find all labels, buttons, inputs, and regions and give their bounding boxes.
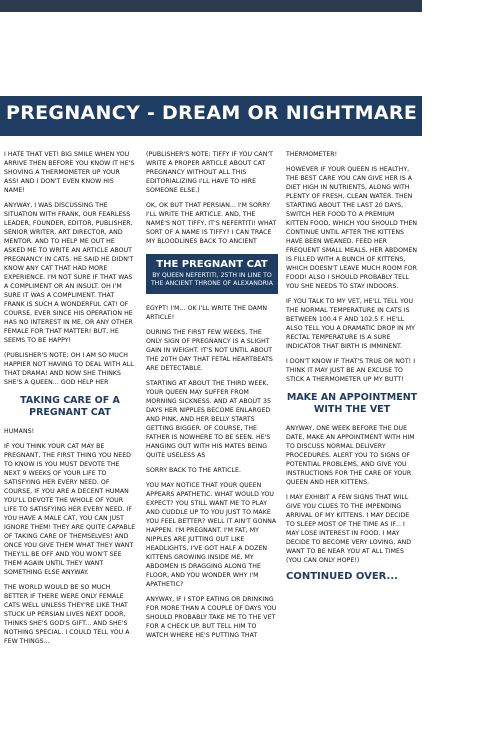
article-byline: BY QUEEN NEFERTITI, 25TH IN LINE TO THE ANCIENT THRONE OF ALEXANDRIA xyxy=(151,272,273,287)
column-2 xyxy=(146,150,278,646)
continued-link[interactable]: CONTINUED OVER... xyxy=(286,571,398,582)
paragraph: THERMOMETER! xyxy=(286,151,338,158)
paragraph: OK, OK BUT THAT PERSIAN... I'M SORRY I'LL WRITE THE ARTICLE. AND, THE NAME'S NOT TIFFY, IT'S NEFERTITI! WHAT SORT OF A NAME IS TIFFY? I CAN TRACE MY BLOODLINES BACK TO ANCIENT xyxy=(146,202,277,245)
top-bar xyxy=(0,0,422,12)
section-heading: TAKING CARE OF A PREGNANT CAT xyxy=(20,395,120,418)
page-title: PREGNANCY - DREAM OR NIGHTMARE CONT. xyxy=(6,102,489,124)
paragraph: ANYWAY, I WAS DISCUSSING THE SITUATION WITH FRANK, OUR FEARLESS LEADER, FOUNDER, EDITOR, PUBLISHER, SENIOR WRITER, ART DIRECTOR, AND MENTOR. AND TO HELP ME OUT HE ASKED ME TO WRITE AN ARTICLE ABOUT PREGNANCY IN CATS. HE SAID HE DIDN'T KNOW ANY CAT THAT HAD MORE EXPERIENCE. I'M NOT SURE IF THAT WAS A COMPLIMENT OR AN INSULT. OH I'M SURE IT WAS A COMPLIMENT. THAT FRANK IS SUCH A WONDERFUL CAT! OF COURSE, EVER SINCE HIS OPERATION HE HAS NO INTEREST IN ME, OR ANY OTHER FEMALE FOR THAT MATTER! BUT, HE SEEMS TO BE HAPPY! xyxy=(4,202,134,344)
paragraph: IF YOU TALK TO MY VET, HE'LL TELL YOU THE NORMAL TEMPERATURE IN CATS IS BETWEEN 100.4 F AND 102.5 F. HE'LL ALSO TELL YOU A DRAMATIC DROP IN MY RECTAL TEMPERATURE IS A SURE INDICATOR THAT BIRTH IS IMMINENT. xyxy=(286,298,415,350)
paragraph: STARTING AT ABOUT THE THIRD WEEK, YOUR QUEEN MAY SUFFER FROM MORNING SICKNESS. AND AT ABOUT 35 DAYS HER NIPPLES BECOME ENLARGED AND PINK, AND HER BELLY STARTS GETTING BIGGER. OF COURSE, THE FATHER IS NOWHERE TO BE SEEN. HE'S HANGING OUT WITH HIS MATES BEING QUITE USELESS AS xyxy=(146,380,271,459)
paragraph: IF YOU THINK YOUR CAT MAY BE PREGNANT, THE FIRST THING YOU NEED TO KNOW IS YOU MUST DEVOTE THE NEXT 9 WEEKS OF YOUR LIFE TO SATISFYING HER EVERY NEED. OF COURSE, IF YOU ARE A DECENT HUMAN YOU'LL DEVOTE THE WHOLE OF YOUR LIFE TO SATISFYING HER EVERY NEED. IF YOU HAVE A MALE CAT, YOU CAN JUST IGNORE THEM! THEY ARE QUITE CAPABLE OF TAKING CARE OF THEMSELVES! AND ONCE YOU GIVE THEM WHAT THEY WANT THEY'LL BE OFF AND YOU WON'T SEE THEM AGAIN UNTIL THEY WANT SOMETHING ELSE ANYWAY. xyxy=(4,443,136,576)
section-heading: MAKE AN APPOINTMENT WITH THE VET xyxy=(286,392,418,415)
paragraph: SORRY BACK TO THE ARTICLE. xyxy=(146,467,242,474)
paragraph: ANYWAY, IF I STOP EATING OR DRINKING FOR MORE THAN A COUPLE OF DAYS YOU SHOULD PROBABLY TAKE ME TO THE VET FOR A CHECK UP. BUT TELL HIM TO WATCH WHERE HE'S PUTTING THAT xyxy=(146,596,277,639)
article-title-box xyxy=(146,254,278,294)
paragraph: YOU MAY NOTICE THAT YOUR QUEEN APPEARS APATHETIC. WHAT WOULD YOU EXPECT? YOU STILL WANT ME TO PLAY AND CUDDLE UP TO YOU JUST TO MAKE YOU FEEL BETTER? WELL IT AIN'T GONNA HAPPEN. I'M PREGNANT. I'M FAT, MY NIPPLES ARE JUTTING OUT LIKE HEADLIGHTS, I'VE GOT HALF A DOZEN KITTENS GROWING INSIDE ME, MY ABDOMEN IS DRAGGING ALONG THE FLOOR, AND YOU WONDER WHY I'M APATHETIC? xyxy=(146,482,277,588)
paragraph: DURING THE FIRST FEW WEEKS, THE ONLY SIGN OF PREGNANCY IS A SLIGHT GAIN IN WEIGHT. IT'S NOT UNTIL ABOUT THE 20TH DAY THAT FETAL HEARTBEATS ARE DETECTABLE. xyxy=(146,329,273,372)
paragraph: I MAY EXHIBIT A FEW SIGNS THAT WILL GIVE YOU CLUES TO THE IMPENDING ARRIVAL OF MY KITTENS. I MAY DECIDE TO SLEEP MOST OF THE TIME AS IF... I MAY LOSE INTEREST IN FOOD. I MAY DECIDE TO BECOME VERY LOVING, AND WANT TO BE NEAR YOU AT ALL TIMES (YOU CAN ONLY HOPE!) xyxy=(286,494,412,564)
paragraph: I HATE THAT VET! BIG SMILE WHEN YOU ARRIVE THEN BEFORE YOU KNOW IT HE'S SHOVING A THERMOMETER UP YOUR ASS! AND I DON'T EVEN KNOW HIS NAME! xyxy=(4,151,135,194)
column-3 xyxy=(286,150,418,582)
paragraph: HUMANS! xyxy=(4,428,35,435)
paragraph: I DON'T KNOW IF THAT'S TRUE OR NOT! I THINK IT MAY JUST BE AN EXCUSE TO STICK A THERMOMETER UP MY BUTT! xyxy=(286,358,416,383)
paragraph: THE WORLD WOULD BE SO MUCH BETTER IF THERE WERE ONLY FEMALE CATS WELL UNLESS THEY'RE LIKE THAT STUCK UP PERSIAN LIVES NEXT DOOR, THINKS SHE'S GOD'S GIFT... AND SHE'S NOTHING SPECIAL. I COULD TELL YOU A FEW THINGS... xyxy=(4,584,130,645)
paragraph: (PUBLISHER'S NOTE: TIFFY IF YOU CAN'T WRITE A PROPER ARTICLE ABOUT CAT PREGNANCY WITHOUT ALL THIS EDITORIALIZING I'LL HAVE TO HIRE SOMEONE ELSE.) xyxy=(146,151,273,194)
column-1 xyxy=(4,150,136,652)
paragraph: EGYPT! I'M... OK I'LL WRITE THE DAMN ARTICLE! xyxy=(146,305,268,321)
paragraph: (PUBLISHER'S NOTE: OH I AM SO MUCH HAPPIER NOT HAVING TO DEAL WITH ALL THAT DRAMA! AND NOW SHE THINKS SHE'S A QUEEN... GOD HELP HER xyxy=(4,352,134,386)
paragraph: ANYWAY, ONE WEEK BEFORE THE DUE DATE, MAKE AN APPOINTMENT WITH HIM TO DISCUSS NORMAL DELIVERY PROCEDURES. ALERT YOU TO SIGNS OF POTENTIAL PROBLEMS, AND GIVE YOU INSTRUCTIONS FOR THE CARE OF YOUR QUEEN AND HER KITTENS. xyxy=(286,425,415,486)
title-banner xyxy=(0,96,489,136)
paragraph: HOWEVER IF YOUR QUEEN IS HEALTHY, THE BEST CARE YOU CAN GIVE HER IS A DIET HIGH IN NUTRIENTS, ALONG WITH PLENTY OF FRESH, CLEAN WATER. THEN STARTING ABOUT THE LAST 20 DAYS, SWITCH HER FOOD TO A PREMIUM KITTEN FOOD, WHICH YOU SHOULD THEN CONTINUE UNTIL AFTER THE KITTENS HAVE BEEN WEANED. FEED HER FREQUENT SMALL MEALS. HER ABDOMEN IS FILLED WITH A BUNCH OF KITTENS, WHICH DOESN'T LEAVE MUCH ROOM FOR FOOD! ALSO I SHOULD PROBABLY TELL YOU SHE NEEDS TO STAY INDOORS. xyxy=(286,166,418,290)
article-title: THE PREGNANT CAT xyxy=(156,259,268,270)
